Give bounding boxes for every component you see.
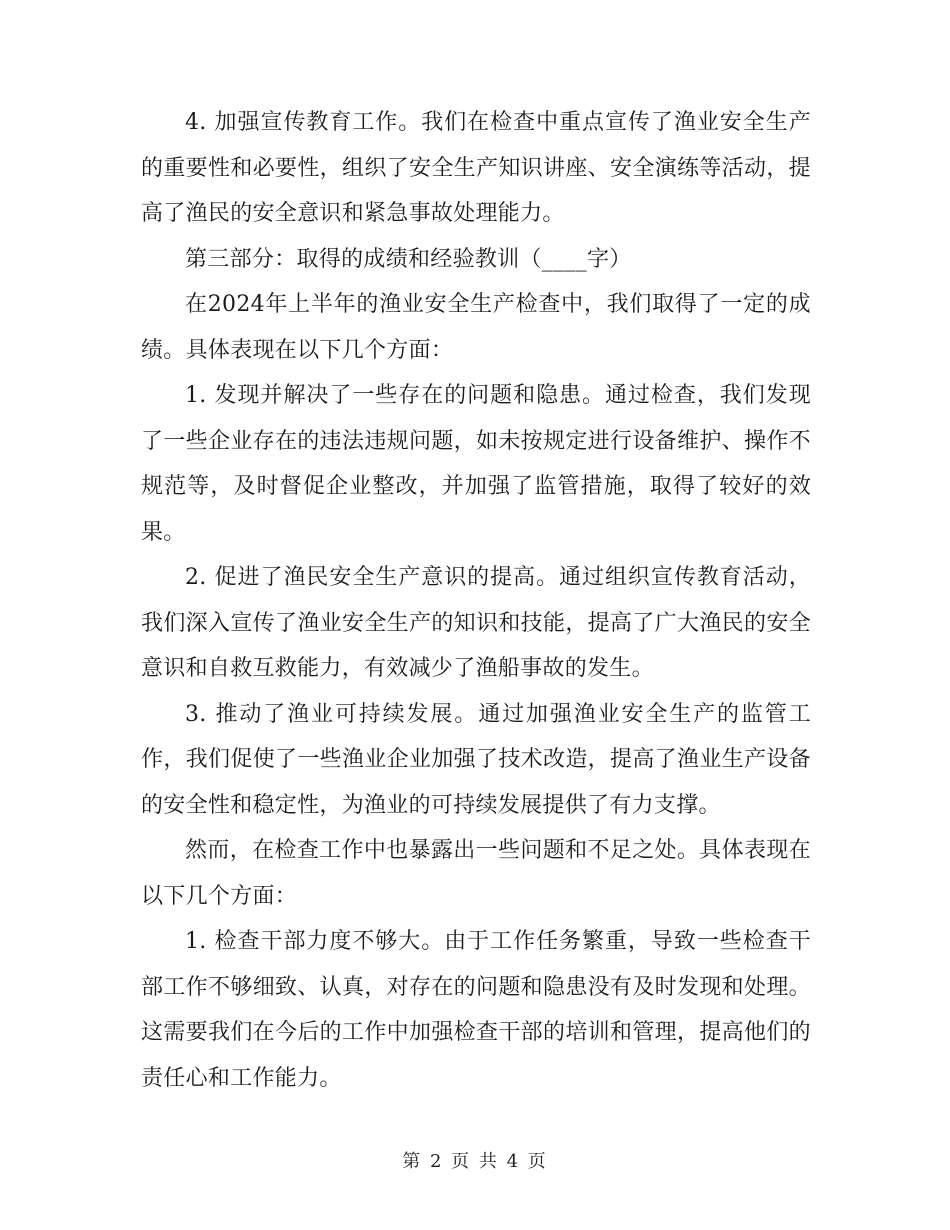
paragraph-publicity-education: 4. 加强宣传教育工作。我们在检查中重点宣传了渔业安全生产的重要性和必要性，组织了安全生产知识讲座、安全演练等活动，提高了渔民的安全意识和紧急事故处理能力。 xyxy=(141,110,811,226)
page-footer: 第 2 页 共 4 页 xyxy=(402,1151,548,1172)
paragraph-achievement-1: 1. 发现并解决了一些存在的问题和隐患。通过检查，我们发现了一些企业存在的违法违规问题，如未按规定进行设备维护、操作不规范等，及时督促企业整改，并加强了监管措施，取得了较好的效果。 xyxy=(141,383,811,545)
paragraph-achievements-intro: 在2024年上半年的渔业安全生产检查中，我们取得了一定的成绩。具体表现在以下几个方面： xyxy=(141,292,811,363)
paragraph-achievement-2: 2. 促进了渔民安全生产意识的提高。通过组织宣传教育活动，我们深入宣传了渔业安全生产的知识和技能，提高了广大渔民的安全意识和自救互救能力，有效减少了渔船事故的发生。 xyxy=(141,565,811,681)
section-heading-part-three: 第三部分：取得的成绩和经验教训（____字） xyxy=(185,246,632,272)
paragraph-problem-1: 1. 检查干部力度不够大。由于工作任务繁重，导致一些检查干部工作不够细致、认真，对存在的问题和隐患没有及时发现和处理。这需要我们在今后的工作中加强检查干部的培训和管理，提高他们的责任心和工作能力。 xyxy=(141,929,811,1091)
paragraph-achievement-3: 3. 推动了渔业可持续发展。通过加强渔业安全生产的监管工作，我们促使了一些渔业企业加强了技术改造，提高了渔业生产设备的安全性和稳定性，为渔业的可持续发展提供了有力支撑。 xyxy=(141,701,811,818)
document-body xyxy=(141,100,811,1101)
paragraph-problems-intro: 然而，在检查工作中也暴露出一些问题和不足之处。具体表现在以下几个方面： xyxy=(141,838,811,909)
